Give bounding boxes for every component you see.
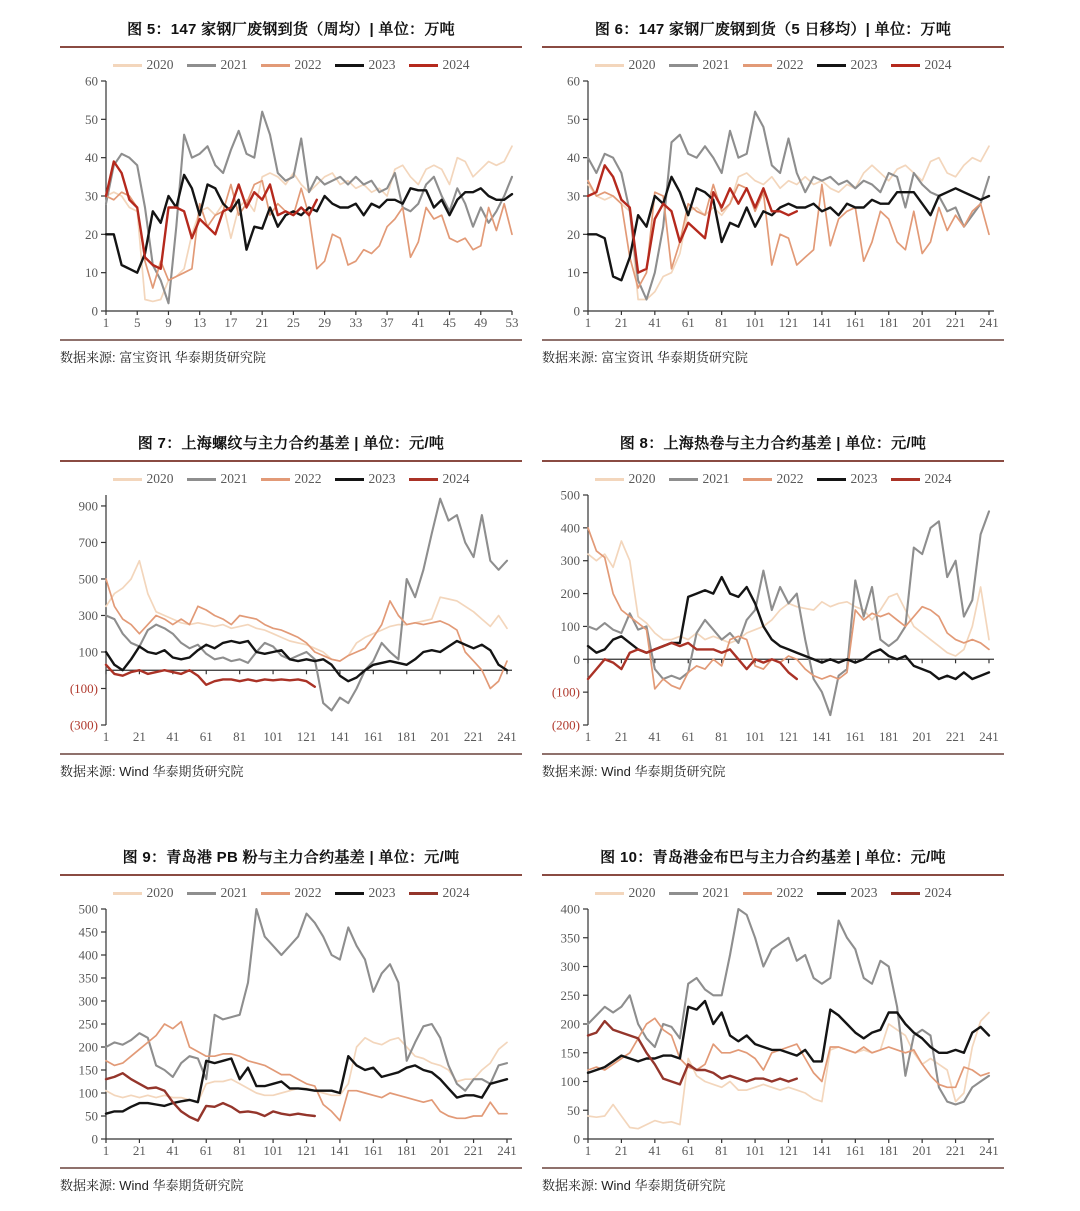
figure-title: 图 8：上海热卷与主力合约基差 | 单位：元/吨 <box>619 435 927 452</box>
figure-fig9 <box>60 844 522 1194</box>
legend-swatch-2022 <box>261 478 290 481</box>
legend-label: 2023 <box>850 57 878 72</box>
figure-title: 图 5：147 家钢厂废钢到货（周均）| 单位：万吨 <box>127 21 455 38</box>
y-tick-label: 0 <box>573 651 580 667</box>
legend-swatch-2020 <box>113 478 142 481</box>
x-tick-label: 41 <box>166 1143 180 1158</box>
y-tick-label: 0 <box>573 303 580 319</box>
x-tick-label: 161 <box>845 315 866 330</box>
x-tick-label: 181 <box>878 1143 899 1158</box>
x-tick-label: 21 <box>132 1143 146 1158</box>
y-tick-label: 40 <box>567 150 580 166</box>
legend-label: 2023 <box>368 471 396 486</box>
x-tick-label: 81 <box>233 729 247 744</box>
x-tick-label: 101 <box>263 1143 283 1158</box>
legend-swatch-2022 <box>743 478 772 481</box>
y-tick-label: 250 <box>560 987 580 1003</box>
legend-label: 2022 <box>776 885 804 900</box>
legend-swatch-2024 <box>409 478 438 481</box>
legend-label: 2023 <box>850 885 878 900</box>
y-tick-label: 100 <box>560 1074 580 1089</box>
y-tick-label: 0 <box>573 1131 580 1147</box>
y-tick-label: 250 <box>78 1016 98 1032</box>
legend-item-2022 <box>261 57 322 73</box>
y-tick-label: 10 <box>567 265 580 281</box>
x-tick-label: 101 <box>745 729 765 744</box>
title-divider <box>60 46 522 48</box>
x-tick-label: 241 <box>979 729 999 744</box>
legend-label: 2023 <box>368 885 396 900</box>
x-tick-label: 241 <box>979 315 999 330</box>
x-tick-label: 29 <box>318 315 332 330</box>
legend-swatch-2024 <box>891 64 920 67</box>
x-tick-label: 141 <box>812 729 832 744</box>
x-tick-label: 161 <box>363 1143 384 1158</box>
y-tick-label: 0 <box>91 303 98 319</box>
x-tick-label: 121 <box>296 729 317 744</box>
legend-item-2021 <box>187 57 248 73</box>
legend-label: 2021 <box>220 885 248 900</box>
legend-swatch-2020 <box>113 64 142 67</box>
legend-item-2020 <box>113 471 174 487</box>
legend-label: 2021 <box>220 57 248 72</box>
x-tick-label: 141 <box>330 1143 350 1158</box>
legend-swatch-2020 <box>595 892 624 895</box>
legend-item-2022 <box>743 885 804 901</box>
legend-item-2021 <box>669 471 730 487</box>
x-tick-label: 81 <box>715 729 729 744</box>
legend-label: 2022 <box>294 885 322 900</box>
legend-item-2021 <box>187 885 248 901</box>
line-chart <box>542 903 1004 1159</box>
x-tick-label: 1 <box>584 1143 592 1158</box>
legend-swatch-2020 <box>595 478 624 481</box>
x-tick-label: 21 <box>132 729 146 744</box>
data-source: 数据来源: Wind 华泰期货研究院 <box>542 1178 726 1193</box>
series-line-2024 <box>588 165 797 272</box>
legend-item-2022 <box>743 57 804 73</box>
legend-item-2021 <box>187 471 248 487</box>
x-tick-label: 45 <box>443 315 457 330</box>
x-tick-label: 1 <box>584 315 592 330</box>
legend-item-2023 <box>817 57 878 73</box>
legend-item-2020 <box>595 471 656 487</box>
legend-label: 2024 <box>442 471 470 486</box>
y-tick-label: 60 <box>85 75 98 89</box>
x-tick-label: 21 <box>614 1143 628 1158</box>
x-tick-label: 1 <box>102 1143 110 1158</box>
legend-item-2024 <box>409 57 470 73</box>
legend-item-2023 <box>817 471 878 487</box>
x-tick-label: 141 <box>330 729 350 744</box>
x-tick-label: 1 <box>102 729 110 744</box>
legend-item-2022 <box>261 885 322 901</box>
series-line-2021 <box>106 909 507 1091</box>
x-tick-label: 1 <box>584 729 592 744</box>
legend-label: 2024 <box>924 885 952 900</box>
legend-item-2023 <box>335 471 396 487</box>
x-tick-label: 41 <box>648 1143 662 1158</box>
y-tick-label: 400 <box>78 947 98 963</box>
legend-item-2022 <box>261 471 322 487</box>
figure-title: 图 10：青岛港金布巴与主力合约基差 | 单位：元/吨 <box>600 849 946 866</box>
legend-item-2023 <box>335 885 396 901</box>
x-tick-label: 33 <box>349 315 363 330</box>
legend-item-2024 <box>409 471 470 487</box>
series-line-2023 <box>106 641 507 681</box>
y-tick-label: 500 <box>560 489 580 503</box>
legend-label: 2022 <box>776 471 804 486</box>
y-tick-label: 350 <box>560 930 580 946</box>
legend-swatch-2023 <box>335 64 364 67</box>
y-tick-label: 60 <box>567 75 580 89</box>
legend-item-2020 <box>595 57 656 73</box>
x-tick-label: 9 <box>165 315 172 330</box>
series-line-2020 <box>588 1013 989 1129</box>
x-tick-label: 181 <box>396 1143 417 1158</box>
legend-swatch-2021 <box>669 478 698 481</box>
x-tick-label: 181 <box>396 729 417 744</box>
legend-label: 2024 <box>442 57 470 72</box>
x-tick-label: 161 <box>363 729 384 744</box>
data-source: 数据来源: 富宝资讯 华泰期货研究院 <box>542 350 748 365</box>
title-divider <box>60 460 522 462</box>
legend-swatch-2024 <box>409 64 438 67</box>
x-tick-label: 201 <box>912 315 932 330</box>
y-tick-label: 100 <box>78 1085 98 1101</box>
legend-swatch-2020 <box>595 64 624 67</box>
legend-label: 2023 <box>368 57 396 72</box>
y-tick-label: 500 <box>78 571 98 587</box>
y-tick-label: 20 <box>85 226 98 242</box>
legend-swatch-2022 <box>743 64 772 67</box>
y-tick-label: 10 <box>85 265 98 281</box>
series-line-2021 <box>588 511 989 715</box>
legend-label: 2020 <box>628 471 656 486</box>
series-line-2023 <box>588 1001 989 1073</box>
title-divider <box>60 874 522 876</box>
legend-swatch-2024 <box>891 892 920 895</box>
x-tick-label: 221 <box>945 729 966 744</box>
series-line-2023 <box>588 577 989 679</box>
legend-item-2023 <box>335 57 396 73</box>
y-tick-label: 200 <box>78 1039 98 1055</box>
series-line-2022 <box>588 181 989 288</box>
x-tick-label: 49 <box>474 315 488 330</box>
y-tick-label: 20 <box>567 226 580 242</box>
chart-legend <box>60 471 522 487</box>
legend-swatch-2024 <box>891 478 920 481</box>
y-tick-label: (100) <box>69 680 98 696</box>
x-tick-label: 181 <box>878 729 899 744</box>
x-tick-label: 201 <box>430 1143 450 1158</box>
x-tick-label: 21 <box>255 315 269 330</box>
x-tick-label: 221 <box>463 729 484 744</box>
x-tick-label: 41 <box>411 315 425 330</box>
x-tick-label: 221 <box>463 1143 484 1158</box>
legend-label: 2021 <box>702 885 730 900</box>
x-tick-label: 201 <box>430 729 450 744</box>
x-tick-label: 241 <box>497 729 517 744</box>
figure-fig8 <box>542 430 1004 780</box>
x-tick-label: 241 <box>979 1143 999 1158</box>
y-tick-label: (300) <box>69 717 98 733</box>
line-chart <box>60 489 522 745</box>
x-tick-label: 161 <box>845 729 866 744</box>
legend-swatch-2023 <box>817 892 846 895</box>
figure-title: 图 9：青岛港 PB 粉与主力合约基差 | 单位：元/吨 <box>122 849 460 866</box>
x-tick-label: 61 <box>199 729 213 744</box>
x-tick-label: 41 <box>166 729 180 744</box>
y-tick-label: 40 <box>85 150 98 166</box>
legend-swatch-2023 <box>817 64 846 67</box>
y-tick-label: 300 <box>560 553 580 569</box>
data-source: 数据来源: 富宝资讯 华泰期货研究院 <box>60 350 266 365</box>
chart-legend <box>60 885 522 901</box>
legend-label: 2020 <box>146 885 174 900</box>
series-line-2024 <box>106 665 315 687</box>
series-line-2022 <box>588 528 989 689</box>
legend-label: 2021 <box>220 471 248 486</box>
x-tick-label: 201 <box>912 729 932 744</box>
x-tick-label: 221 <box>945 315 966 330</box>
legend-swatch-2021 <box>187 64 216 67</box>
figures-grid <box>60 16 1022 1194</box>
legend-swatch-2023 <box>335 478 364 481</box>
legend-label: 2023 <box>850 471 878 486</box>
line-chart <box>60 75 522 331</box>
legend-item-2021 <box>669 885 730 901</box>
legend-label: 2024 <box>924 471 952 486</box>
figure-fig6 <box>542 16 1004 366</box>
legend-item-2024 <box>891 471 952 487</box>
line-chart <box>542 489 1004 745</box>
legend-item-2022 <box>743 471 804 487</box>
x-tick-label: 37 <box>380 315 394 330</box>
y-tick-label: 300 <box>78 607 98 623</box>
legend-label: 2022 <box>294 471 322 486</box>
legend-swatch-2021 <box>669 64 698 67</box>
y-tick-label: 400 <box>560 903 580 917</box>
x-tick-label: 41 <box>648 729 662 744</box>
x-tick-label: 121 <box>778 729 799 744</box>
line-chart <box>60 903 522 1159</box>
y-tick-label: (200) <box>551 717 580 733</box>
x-tick-label: 141 <box>812 1143 832 1158</box>
y-tick-label: (100) <box>551 684 580 700</box>
x-tick-label: 61 <box>681 729 695 744</box>
x-tick-label: 161 <box>845 1143 866 1158</box>
chart-legend <box>542 57 1004 73</box>
title-divider <box>542 460 1004 462</box>
x-tick-label: 121 <box>778 1143 799 1158</box>
y-tick-label: 50 <box>85 111 98 127</box>
title-divider <box>542 874 1004 876</box>
legend-swatch-2020 <box>113 892 142 895</box>
x-tick-label: 21 <box>614 729 628 744</box>
y-tick-label: 350 <box>78 970 98 986</box>
legend-item-2024 <box>891 57 952 73</box>
legend-swatch-2022 <box>261 64 290 67</box>
x-tick-label: 53 <box>505 315 519 330</box>
x-tick-label: 81 <box>233 1143 247 1158</box>
legend-label: 2022 <box>294 57 322 72</box>
series-line-2020 <box>106 561 507 661</box>
data-source: 数据来源: Wind 华泰期货研究院 <box>542 764 726 779</box>
y-tick-label: 700 <box>78 534 98 550</box>
x-tick-label: 5 <box>133 315 141 330</box>
figure-fig5 <box>60 16 522 366</box>
x-tick-label: 241 <box>497 1143 517 1158</box>
x-tick-label: 181 <box>878 315 899 330</box>
legend-label: 2020 <box>628 885 656 900</box>
legend-label: 2022 <box>776 57 804 72</box>
x-tick-label: 221 <box>945 1143 966 1158</box>
figure-title: 图 7：上海螺纹与主力合约基差 | 单位：元/吨 <box>137 435 445 452</box>
y-tick-label: 150 <box>560 1045 580 1061</box>
data-source: 数据来源: Wind 华泰期货研究院 <box>60 1178 244 1193</box>
x-tick-label: 101 <box>745 315 765 330</box>
series-line-2024 <box>588 1021 797 1084</box>
y-tick-label: 50 <box>567 1102 580 1118</box>
legend-swatch-2022 <box>743 892 772 895</box>
x-tick-label: 17 <box>224 315 238 330</box>
legend-label: 2020 <box>146 57 174 72</box>
legend-label: 2024 <box>442 885 470 900</box>
legend-item-2020 <box>113 57 174 73</box>
y-tick-label: 150 <box>78 1062 98 1078</box>
x-tick-label: 81 <box>715 1143 729 1158</box>
y-tick-label: 50 <box>85 1108 98 1124</box>
x-tick-label: 61 <box>681 315 695 330</box>
y-tick-label: 300 <box>78 993 98 1009</box>
x-tick-label: 41 <box>648 315 662 330</box>
figure-fig10 <box>542 844 1004 1194</box>
series-line-2021 <box>588 909 989 1105</box>
y-tick-label: 100 <box>560 618 580 634</box>
y-tick-label: 300 <box>560 959 580 974</box>
legend-item-2021 <box>669 57 730 73</box>
x-tick-label: 21 <box>614 315 628 330</box>
y-tick-label: 400 <box>560 520 580 536</box>
y-tick-label: 100 <box>78 644 98 660</box>
legend-item-2024 <box>891 885 952 901</box>
x-tick-label: 13 <box>193 315 207 330</box>
y-tick-label: 500 <box>78 903 98 917</box>
chart-legend <box>542 885 1004 901</box>
legend-label: 2020 <box>146 471 174 486</box>
y-tick-label: 0 <box>91 1131 98 1147</box>
data-source: 数据来源: Wind 华泰期货研究院 <box>60 764 244 779</box>
x-tick-label: 81 <box>715 315 729 330</box>
series-line-2023 <box>106 1056 507 1114</box>
y-tick-label: 200 <box>560 1016 580 1032</box>
series-line-2022 <box>106 181 512 288</box>
legend-item-2023 <box>817 885 878 901</box>
x-tick-label: 121 <box>778 315 799 330</box>
legend-swatch-2023 <box>817 478 846 481</box>
x-tick-label: 25 <box>286 315 300 330</box>
legend-label: 2020 <box>628 57 656 72</box>
legend-swatch-2023 <box>335 892 364 895</box>
legend-label: 2021 <box>702 57 730 72</box>
legend-label: 2024 <box>924 57 952 72</box>
legend-swatch-2021 <box>669 892 698 895</box>
x-tick-label: 101 <box>263 729 283 744</box>
y-tick-label: 30 <box>567 188 580 204</box>
y-tick-label: 450 <box>78 924 98 940</box>
legend-label: 2021 <box>702 471 730 486</box>
y-tick-label: 50 <box>567 111 580 127</box>
chart-legend <box>542 471 1004 487</box>
series-line-2021 <box>588 112 989 300</box>
legend-swatch-2024 <box>409 892 438 895</box>
x-tick-label: 201 <box>912 1143 932 1158</box>
y-tick-label: 200 <box>560 586 580 602</box>
legend-item-2020 <box>113 885 174 901</box>
x-tick-label: 1 <box>102 315 110 330</box>
legend-item-2024 <box>409 885 470 901</box>
x-tick-label: 141 <box>812 315 832 330</box>
legend-item-2020 <box>595 885 656 901</box>
figure-fig7 <box>60 430 522 780</box>
x-tick-label: 121 <box>296 1143 317 1158</box>
line-chart <box>542 75 1004 331</box>
title-divider <box>542 46 1004 48</box>
x-tick-label: 101 <box>745 1143 765 1158</box>
legend-swatch-2022 <box>261 892 290 895</box>
y-tick-label: 900 <box>78 498 98 514</box>
legend-swatch-2021 <box>187 892 216 895</box>
legend-swatch-2021 <box>187 478 216 481</box>
figure-title: 图 6：147 家钢厂废钢到货（5 日移均）| 单位：万吨 <box>594 21 952 38</box>
chart-legend <box>60 57 522 73</box>
x-tick-label: 61 <box>681 1143 695 1158</box>
series-line-2021 <box>106 499 507 711</box>
y-tick-label: 30 <box>85 188 98 204</box>
x-tick-label: 61 <box>199 1143 213 1158</box>
